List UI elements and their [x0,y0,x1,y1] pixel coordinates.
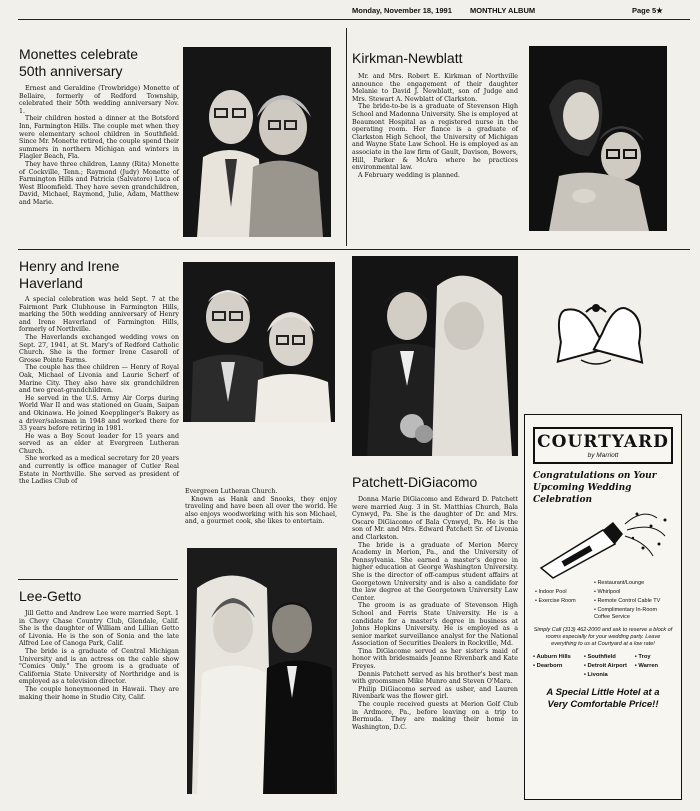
paragraph: They have three children, Lanny (Rita) Monette of Cockville, Tenn.; Raymond (Judy) Monette of Farmington Hills and Patricia (Salvatore) Luca of West Bloomfield. They have seven grandchildren, David, Michael, Raymond, Julie, Adam, Matthew and Marie. [19,160,179,206]
monette-title-line2: 50th anniversary [19,63,123,79]
location-item: • Dearborn [533,663,563,669]
paragraph: A special celebration was held Sept. 7 at the Fairmont Park Clubhouse in Farmington Hills, marking the 50th wedding anniversary of Henry and Irene Haverland of Farmington Hills, formerly of Northville. [19,296,179,334]
ad-slogan [525,679,681,711]
lee-article [19,610,179,701]
paragraph: He was a Boy Scout leader for 15 years and served as an elder at Evergreen Lutheran Church. [19,432,179,455]
haverland-continued [185,488,337,526]
column-rule [346,28,347,246]
paragraph: Mr. and Mrs. Robert E. Kirkman of Northville announce the engagement of their daughter Melanie to David J. Newblatt, son of Judge and Mrs. Stewart A. Newblatt of Clarkston. [352,73,518,103]
lee-title: Lee-Getto [19,588,82,604]
header-page: Page 5★ [632,6,663,15]
paragraph: The groom is as graduate of Stevenson High School and Ferris State University. He is a candidate for a master's degree in business at Johns Hopkins University. He is employed as a senior market surveillance analyst for the National Association of Securities Dealers in Rockville, Md. [352,602,518,648]
location-item: • Livonia [583,672,608,678]
wedding-bells-illustration [541,298,651,370]
section-rule-lower [18,579,178,580]
ad-by-line: by Marriott [587,452,619,459]
paragraph: He served in the U.S. Army Air Corps during World War II and was stationed on Guam, Saipan and Okinawa. He joined Koepplinger's Bakery as a driver/salesman in 1948 and worked there for 33 years before retiring in 1981. [19,394,179,433]
location-item: • Troy [634,654,651,660]
paragraph: The bride is a graduate of Merion Mercy Academy in Merion, Pa., and the University of Pennsylvania. She earned a master's degree in higher education at George Washington University. She is the director of off-campus student affairs at Georgetown University and is also a candidate for the law degree at the Georgetown University Law Center. [352,541,518,602]
paragraph: Jill Getto and Andrew Lee were married Sept. 1 in Chevy Chase Country Club, Glendale, Calif. She is the daughter of William and Lillian Getto of Livonia. He is the son of Sonia and the late Alfred Lee of Canoga Park, Calif. [19,610,179,648]
monette-title [19,46,179,80]
ad-locations [525,648,681,679]
kirkman-title: Kirkman-Newblatt [352,50,463,66]
paragraph: Known as Hank and Snooks, they enjoy traveling and have been all over the world. He also enjoys woodworking with his son Michael, and, a gourmet cook, she likes to entertain. [185,495,337,526]
kirkman-article [352,73,518,179]
paragraph: A February wedding is planned. [358,171,460,179]
paragraph: Tina DiGiacome served as her sister's maid of honor with bridesmaids Jeanne Rivenbark and Kate Freyes. [352,647,518,671]
ad-brand: COURTYARD [537,432,669,452]
patchett-article [352,496,518,731]
amenity-item: • Remote Control Cable TV [593,598,661,604]
courtyard-ad [524,414,682,800]
amenity-item: • Whirlpool [593,589,621,595]
paragraph: The couple has thee children — Henry of Royal Oak, Michael of Livonia and Laurie Scherf of Marine City. They also have six grandchildren and two great-grandchildren. [19,364,179,395]
paragraph: Ernest and Geraldine (Trowbridge) Monette of Bellaire, formerly of Redford Township, celebrated their 50th wedding anniversary Nov. 1. [19,85,179,115]
amenity-item: • Exercise Room [535,598,576,604]
haverland-photo [183,262,335,422]
ad-tagline: Congratulations on Your Upcoming Wedding Celebration [533,471,657,505]
haverland-title-line1: Henry and Irene [19,258,120,274]
header-rule [18,19,690,20]
paragraph: The Haverlands exchanged wedding vows on Sept. 27, 1941, at St. Mary's of Redford Catholic Church. She is the former Irene Casaroll of Grosse Pointe Farms. [19,333,179,364]
header-date: Monday, November 18, 1991 [352,6,452,15]
amenity-item: • Restaurant/Lounge [593,580,645,586]
location-item: • Southfield [583,654,616,660]
paragraph: The couple honeymooned in Hawaii. They are making their home in Studio City, Calif. [19,685,179,701]
haverland-article [19,296,179,486]
location-item: • Detroit Airport [583,663,627,669]
ad-slogan-line1: A Special Little Hotel at a [546,687,660,698]
amenity-item [535,580,590,587]
ad-slogan-line2: Very Comfortable Price!! [547,699,659,710]
paragraph: Evergreen Lutheran Church. [185,488,278,495]
monette-photo [183,47,331,237]
location-item [533,672,581,679]
monette-title-line1: Monettes celebrate [19,46,139,62]
ad-call-text: Simply Call (313) 462-2000 and ask to reserve a block of rooms especially for your wedding party. Leave everything to us at Courtyard at a low rate! [533,627,673,647]
location-item: • Warren [634,663,659,669]
section-rule [18,249,690,250]
ad-logo-box [533,427,673,464]
lee-photo [187,548,337,794]
patchett-title: Patchett-DiGiacomo [352,474,478,490]
kirkman-photo [529,46,667,231]
monette-article [19,85,179,207]
amenity-item: • Indoor Pool [535,589,567,595]
paragraph: Donna Marie DiGiacomo and Edward D. Patchett were married Aug. 3 in St. Matthias Church, Bala Cynwyd, Pa. She is the daughter of Dr. and Mrs. Oscare DiGiacomo of Bala Cynwyd, Pa. He is the son of Mr. and Mrs. Edward Patchett Sr. of Livonia and Clarkston. [352,496,518,541]
paragraph: Dennis Patchett served as his brother's best man with groomsmen Mike Munro and Steven O'Mara. [352,670,518,686]
patchett-photo [352,256,518,456]
amenity-item: • Complimentary In-Room Coffee Service [593,607,658,620]
paragraph: Their children hosted a dinner at the Botsford Inn, Farmington Hills. The couple met when they were elementary school children in Southfield. Since Mr. Monette retired, the couple spend their summers in northern Michigan and winters in Flagler Beach, Fla. [19,115,179,161]
haverland-title [19,258,179,292]
haverland-title-line2: Haverland [19,275,83,291]
location-item: • Auburn Hills [533,654,571,660]
paragraph: The couple received guests at Merion Golf Club in Ardmore, Pa., before leaving on a trip to Bermuda. They are making their home in Washington, D.C. [352,701,518,731]
header-section: MONTHLY ALBUM [470,6,536,15]
paragraph: The bride is a graduate of Central Michigan University and is an actress on the cable show "Comics Only." The groom is a graduate of California State University of Northridge and is employed as a television director. [19,647,179,686]
amenity-item [535,607,590,621]
ad-amenities [525,580,681,621]
paragraph: The bride-to-be is a graduate of Stevenson High School and Madonna University. She is employed at Beaumont Hospital as a registered nurse in the operating room. Her fiance is a graduate of Clarkston High School, the University of Michigan and Wayne State Law School. He is employed as an associate in the law firm of Gault, Davison, Bowers, Hill, Parker & McAra where he practices environmental law. [352,103,518,172]
paragraph: Philip DiGiacomo served as usher, and Lauren Rivenbark was the flower girl. [352,685,518,701]
paragraph: She worked as a medical secretary for 20 years and currently is office manager of Cutler Real Estate in Northville. She served as president of the Ladies Club of [19,455,179,486]
champagne-illustration [533,508,673,580]
